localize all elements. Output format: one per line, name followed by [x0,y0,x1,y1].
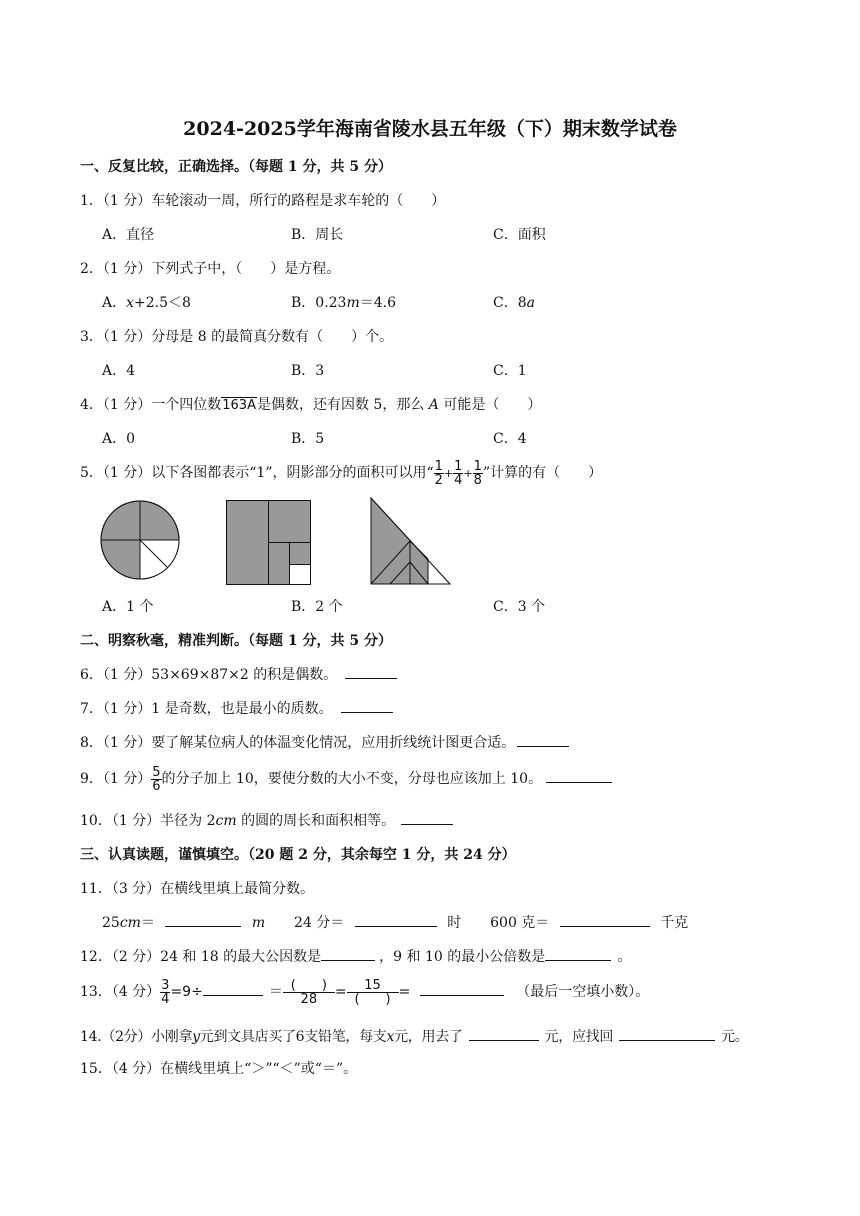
q2-option-c[interactable]: C．8a [493,295,535,311]
q1-option-a[interactable]: A．直径 [102,227,155,243]
fraction: $\frac{( )}{28}$ [283,979,335,1006]
q2-option-b[interactable]: B．0.23m＝4.6 [291,295,397,311]
answer-blank[interactable] [355,912,437,927]
question-9: 9．（1 分） $\frac{5}{6}$ 的分子加上 10，要使分数的大小不变，分母也应该加上 10。 [80,764,612,794]
q5-option-a[interactable]: A．1 个 [102,599,154,615]
question-13: 13．（4 分） $\frac{3}{4}$ =9÷ ＝ $\frac{( )}{28}$ = $\frac{15}{( )}$ = （最后一空填小数）。 [80,977,650,1007]
fraction: $\frac{1}{4}$ [454,458,463,488]
circle-figure [100,500,182,582]
answer-blank[interactable] [545,946,611,961]
answer-blank[interactable] [546,768,612,783]
question-6: 6．（1 分）53×69×87×2 的积是偶数。 [80,664,397,684]
answer-blank[interactable] [203,981,263,996]
question-3: 3．（1 分）分母是 8 的最简真分数有（ ）个。 [80,329,394,345]
section-3-heading: 三、认真读题，谨慎填空。（20 题 2 分，其余每空 1 分，共 24 分） [80,847,516,863]
question-2: 2．（1 分）下列式子中，（ ）是方程。 [80,261,341,277]
q5-option-c[interactable]: C．3 个 [493,599,546,615]
question-7: 7．（1 分）1 是奇数，也是最小的质数。 [80,698,393,718]
answer-blank[interactable] [345,664,397,679]
answer-blank[interactable] [517,732,569,747]
answer-blank[interactable] [321,946,375,961]
q2-option-a[interactable]: A．x+2.5＜8 [102,295,191,311]
question-5: 5．（1 分）以下各图都表示“1”，阴影部分的面积可以用“ $\frac{1}{2}$ + $\frac{1}{4}$ + $\frac{1}{8}$ ”计算的有（ ） [80,458,603,488]
q3-option-c[interactable]: C．1 [493,363,527,379]
answer-blank[interactable] [560,912,650,927]
q4-option-c[interactable]: C．4 [493,431,527,447]
q4-option-a[interactable]: A．0 [102,431,136,447]
q3-option-a[interactable]: A．4 [102,363,136,379]
question-12: 12．（2 分）24 和 18 的最大公因数是 ，9 和 10 的最小公倍数是 。 [80,946,631,966]
section-2-heading: 二、明察秋毫，精准判断。（每题 1 分，共 5 分） [80,633,392,649]
answer-blank[interactable] [469,1026,539,1041]
fraction: $\frac{15}{( )}$ [347,979,399,1006]
question-11-blanks: 25cm＝ m 24 分＝ 时 600 克＝ 千克 [102,912,688,932]
question-10: 10．（1 分）半径为 2cm 的圆的周长和面积相等。 [80,810,453,830]
answer-blank[interactable] [401,810,453,825]
q5-option-b[interactable]: B．2 个 [291,599,343,615]
fraction: $\frac{3}{4}$ [161,977,170,1007]
question-8: 8．（1 分）要了解某位病人的体温变化情况，应用折线统计图更合适。 [80,732,569,752]
question-11: 11．（3 分）在横线里填上最简分数。 [80,881,315,897]
triangle-figure [368,496,452,586]
q1-option-c[interactable]: C．面积 [493,227,546,243]
fraction: $\frac{5}{6}$ [152,764,161,794]
square-figure [226,500,312,586]
answer-blank[interactable] [420,981,504,996]
q1-option-b[interactable]: B．周长 [291,227,344,243]
question-1: 1．（1 分）车轮滚动一周，所行的路程是求车轮的（ ） [80,193,446,209]
question-15: 15．（4 分）在横线里填上“＞”“＜”或“＝”。 [80,1061,358,1077]
question-14: 14.（2分）小刚拿y元到文具店买了6支铅笔，每支x元，用去了 元，应找回 元。 [80,1026,749,1046]
section-1-heading: 一、反复比较，正确选择。（每题 1 分，共 5 分） [80,159,392,175]
answer-blank[interactable] [619,1026,715,1041]
page-title: 2024-2025学年海南省陵水县五年级（下）期末数学试卷 [183,118,677,140]
overlined-number: 163A [222,398,256,413]
answer-blank[interactable] [165,912,241,927]
q3-option-b[interactable]: B．3 [291,363,325,379]
q4-option-b[interactable]: B．5 [291,431,325,447]
fraction: $\frac{1}{8}$ [473,458,482,488]
answer-blank[interactable] [341,698,393,713]
question-4: 4．（1 分）一个四位数163A是偶数，还有因数 5，那么 A 可能是（ ） [80,397,542,413]
fraction: $\frac{1}{2}$ [434,458,443,488]
